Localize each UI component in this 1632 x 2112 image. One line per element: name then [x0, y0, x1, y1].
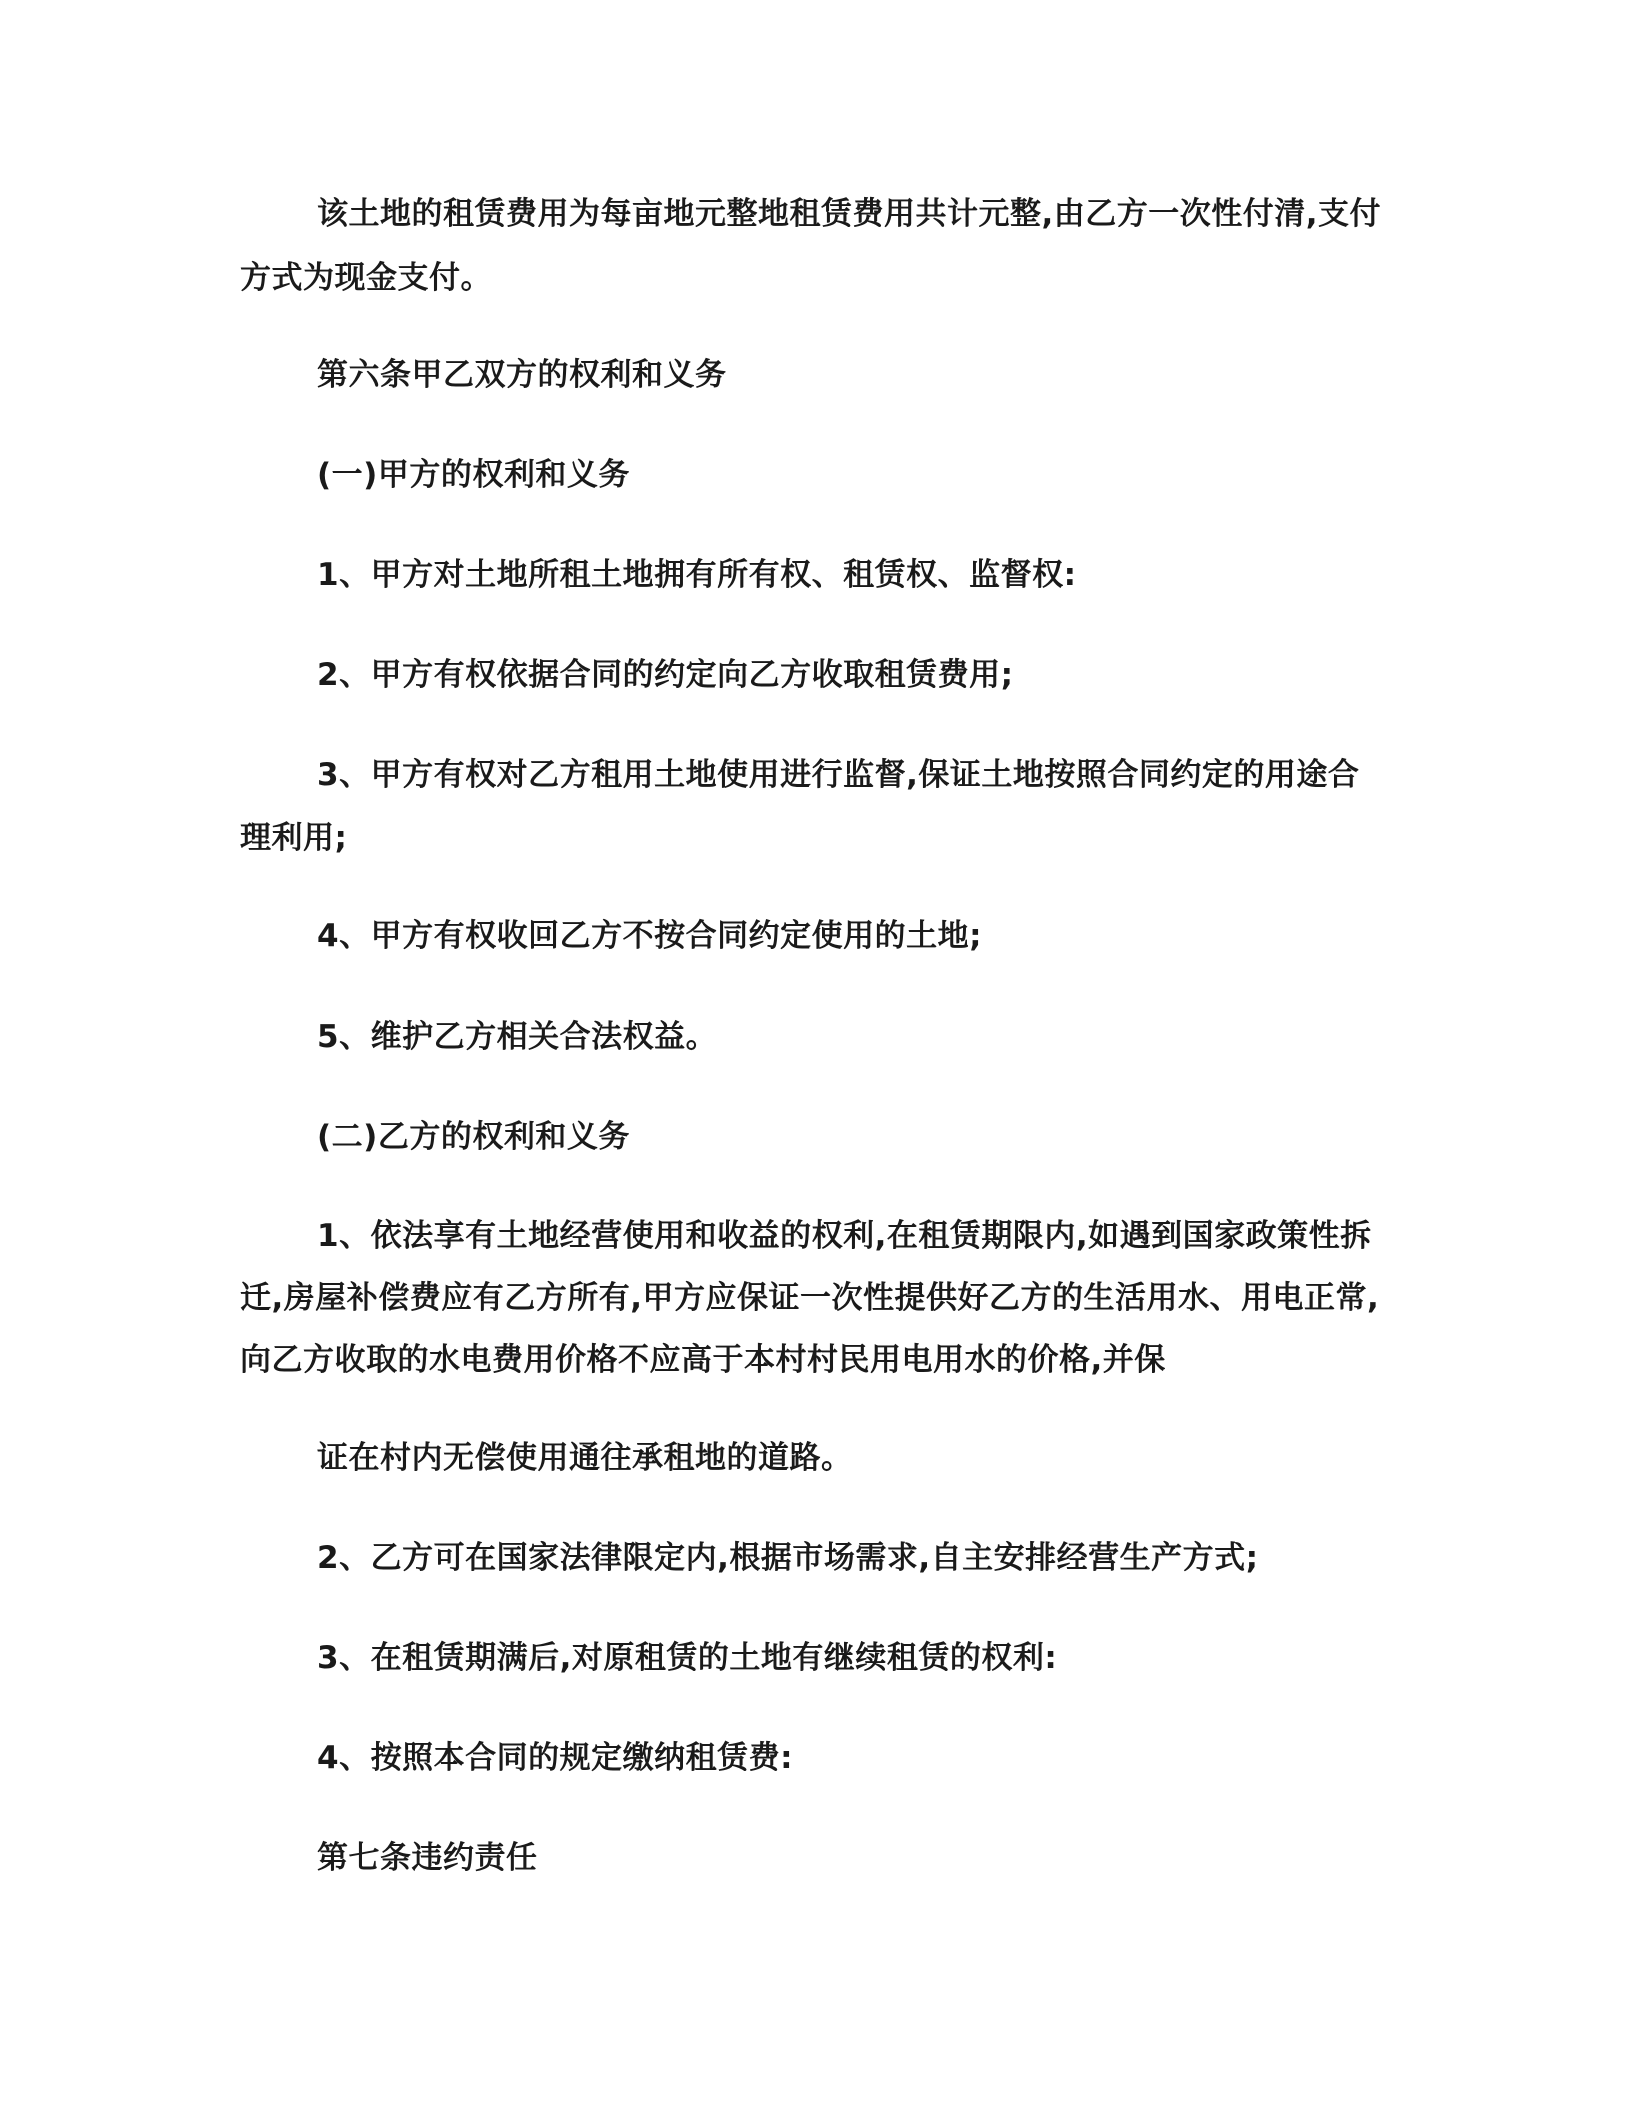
party-b-item-3: 3、在租赁期满后,对原租赁的土地有继续租赁的权利: [317, 1640, 1058, 1676]
party-a-item-5: 5、维护乙方相关合法权益。 [317, 1019, 718, 1055]
paragraph-rental-fee-line-2: 方式为现金支付。 [240, 260, 492, 296]
party-a-item-3-line-1: 3、甲方有权对乙方租用土地使用进行监督,保证土地按照合同约定的用途合 [317, 757, 1360, 793]
party-b-section-heading: (二)乙方的权利和义务 [317, 1119, 630, 1155]
paragraph-rental-fee-line-1: 该土地的租赁费用为每亩地元整地租赁费用共计元整,由乙方一次性付清,支付 [317, 196, 1382, 232]
article-6-heading: 第六条甲乙双方的权利和义务 [317, 357, 727, 393]
party-a-item-4: 4、甲方有权收回乙方不按合同约定使用的土地; [317, 918, 982, 954]
party-b-item-1-line-1: 1、依法享有土地经营使用和收益的权利,在租赁期限内,如遇到国家政策性拆 [317, 1218, 1372, 1254]
party-b-item-1-continuation: 证在村内无偿使用通往承租地的道路。 [317, 1440, 853, 1476]
party-b-item-2: 2、乙方可在国家法律限定内,根据市场需求,自主安排经营生产方式; [317, 1540, 1259, 1576]
party-b-item-1-line-2: 迁,房屋补偿费应有乙方所有,甲方应保证一次性提供好乙方的生活用水、用电正常, [240, 1280, 1380, 1316]
party-b-item-1-line-3: 向乙方收取的水电费用价格不应高于本村村民用电用水的价格,并保 [240, 1342, 1166, 1378]
party-b-item-4: 4、按照本合同的规定缴纳租赁费: [317, 1740, 793, 1776]
party-a-item-3-line-2: 理利用; [240, 820, 348, 856]
party-a-item-1: 1、甲方对土地所租土地拥有所有权、租赁权、监督权: [317, 557, 1077, 593]
article-7-heading: 第七条违约责任 [317, 1840, 538, 1876]
party-a-section-heading: (一)甲方的权利和义务 [317, 457, 630, 493]
party-a-item-2: 2、甲方有权依据合同的约定向乙方收取租赁费用; [317, 657, 1014, 693]
